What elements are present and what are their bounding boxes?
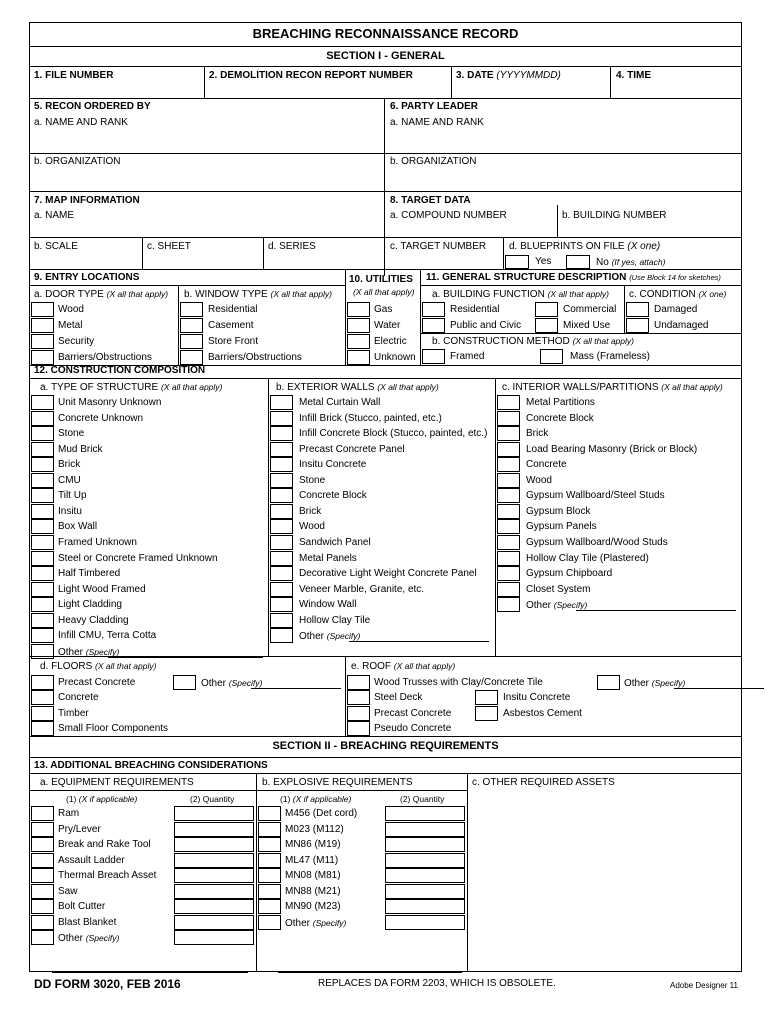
explosive-option: MN86 (M19)	[285, 839, 341, 850]
function-checkbox[interactable]	[535, 318, 558, 333]
structure-type-checkbox[interactable]	[31, 395, 54, 410]
roof-option: Precast Concrete	[374, 708, 452, 719]
other-specify-line	[576, 610, 736, 611]
recon-org-label: b. ORGANIZATION	[34, 156, 121, 167]
target-number-label: c. TARGET NUMBER	[390, 241, 487, 252]
floors-label: d. FLOORS (X all that apply)	[40, 661, 157, 672]
equip-col2-header: (2) Quantity	[190, 794, 235, 804]
explosive-quantity-field[interactable]	[385, 915, 465, 930]
exterior-wall-checkbox[interactable]	[270, 395, 293, 410]
roof-checkbox[interactable]	[475, 706, 498, 721]
building-function-label: a. BUILDING FUNCTION (X all that apply)	[432, 289, 609, 300]
utility-checkbox[interactable]	[347, 334, 370, 349]
party-name-label: a. NAME AND RANK	[390, 117, 484, 128]
exterior-wall-checkbox[interactable]	[270, 488, 293, 503]
expl-col2-header: (2) Quantity	[400, 794, 445, 804]
section2-heading: SECTION II - BREACHING REQUIREMENTS	[272, 740, 499, 752]
explosive-checkbox[interactable]	[258, 899, 281, 914]
utility-checkbox[interactable]	[347, 350, 370, 365]
structure-type-checkbox[interactable]	[31, 426, 54, 441]
structure-type-option: Brick	[58, 459, 81, 471]
interior-wall-checkbox[interactable]	[497, 535, 520, 550]
exterior-wall-checkbox[interactable]	[270, 628, 293, 643]
condition-label: c. CONDITION (X one)	[629, 289, 727, 300]
explosive-quantity-field[interactable]	[385, 853, 465, 868]
equipment-quantity-field[interactable]	[174, 837, 254, 852]
exterior-wall-checkbox[interactable]	[270, 519, 293, 534]
yes-label: Yes	[535, 256, 552, 267]
exterior-wall-option: Metal Curtain Wall	[299, 397, 381, 408]
equipment-option: Break and Rake Tool	[58, 839, 151, 850]
structure-type-option: Framed Unknown	[58, 536, 137, 548]
function-checkbox[interactable]	[422, 302, 445, 317]
exterior-wall-option: Decorative Light Weight Concrete Panel	[299, 568, 477, 580]
roof-checkbox[interactable]	[347, 706, 370, 721]
structure-type-option: CMU	[58, 474, 81, 486]
door-checkbox[interactable]	[31, 318, 54, 333]
equipment-checkbox[interactable]	[31, 806, 54, 821]
map-scale-label: b. SCALE	[34, 241, 78, 252]
explosive-checkbox[interactable]	[258, 837, 281, 852]
roof-option: Asbestos Cement	[503, 708, 582, 719]
door-option: Security	[58, 336, 95, 347]
function-option: Public and Civic	[450, 320, 522, 331]
explosive-option: M456 (Det cord)	[285, 808, 358, 819]
explosive-underline	[278, 972, 462, 973]
condition-checkbox[interactable]	[626, 302, 649, 317]
interior-walls-label: c. INTERIOR WALLS/PARTITIONS (X all that apply)	[502, 382, 723, 393]
interior-wall-option: Metal Partitions	[526, 397, 595, 408]
exterior-wall-option: Sandwich Panel	[299, 536, 371, 548]
exterior-wall-option: Brick	[299, 505, 322, 517]
exterior-wall-checkbox[interactable]	[270, 426, 293, 441]
structure-type-option: Unit Masonry Unknown	[58, 397, 162, 408]
additional-title: 13. ADDITIONAL BREACHING CONSIDERATIONS	[34, 760, 268, 771]
explosive-quantity-field[interactable]	[385, 884, 465, 899]
no-label: No (If yes, attach)	[596, 257, 666, 268]
general-title: 11. GENERAL STRUCTURE DESCRIPTION (Use Block 14 for sketches)	[426, 272, 721, 283]
equipment-checkbox[interactable]	[31, 899, 54, 914]
roof-option: Wood Trusses with Clay/Concrete Tile	[374, 677, 543, 688]
structure-type-option: Infill CMU, Terra Cotta	[58, 630, 157, 642]
interior-wall-checkbox[interactable]	[497, 504, 520, 519]
floor-checkbox[interactable]	[173, 675, 196, 690]
interior-wall-checkbox[interactable]	[497, 411, 520, 426]
interior-wall-checkbox[interactable]	[497, 551, 520, 566]
designer-note: Adobe Designer 11	[670, 981, 738, 990]
equip-col1-header: (1) (X if applicable)	[66, 794, 138, 804]
interior-wall-option: Load Bearing Masonry (Brick or Block)	[526, 443, 698, 455]
construction-method-label: b. CONSTRUCTION METHOD (X all that apply)	[432, 336, 634, 347]
floor-option: Small Floor Components	[58, 723, 169, 734]
utility-option: Gas	[374, 304, 393, 315]
equipment-quantity-field[interactable]	[174, 853, 254, 868]
explosive-checkbox[interactable]	[258, 822, 281, 837]
structure-type-other: Other (Specify)	[58, 646, 120, 658]
blueprints-no-checkbox[interactable]	[566, 255, 590, 269]
window-option: Store Front	[208, 336, 259, 347]
structure-type-checkbox[interactable]	[31, 519, 54, 534]
structure-type-option: Steel or Concrete Framed Unknown	[58, 552, 218, 564]
explosive-checkbox[interactable]	[258, 853, 281, 868]
window-checkbox[interactable]	[180, 302, 203, 317]
interior-wall-checkbox[interactable]	[497, 597, 520, 612]
blueprints-yes-checkbox[interactable]	[505, 255, 529, 269]
window-checkbox[interactable]	[180, 318, 203, 333]
structure-type-option: Stone	[58, 428, 85, 440]
structure-type-option: Insitu	[58, 505, 82, 517]
utility-checkbox[interactable]	[347, 318, 370, 333]
floor-checkbox[interactable]	[31, 675, 54, 690]
equipment-label: a. EQUIPMENT REQUIREMENTS	[40, 777, 194, 788]
window-checkbox[interactable]	[180, 350, 203, 365]
party-org-label: b. ORGANIZATION	[390, 156, 477, 167]
explosive-quantity-field[interactable]	[385, 822, 465, 837]
exterior-wall-option: Infill Brick (Stucco, painted, etc.)	[299, 412, 442, 424]
structure-type-checkbox[interactable]	[31, 535, 54, 550]
roof-option: Pseudo Concrete	[374, 723, 452, 734]
equipment-quantity-field[interactable]	[174, 868, 254, 883]
equipment-quantity-field[interactable]	[174, 884, 254, 899]
function-option: Mixed Use	[563, 320, 611, 331]
equipment-option: Thermal Breach Asset	[58, 870, 157, 881]
explosive-quantity-field[interactable]	[385, 806, 465, 821]
structure-type-checkbox[interactable]	[31, 566, 54, 581]
structure-type-option: Box Wall	[58, 521, 98, 533]
structure-type-checkbox[interactable]	[31, 582, 54, 597]
floor-option: Precast Concrete	[58, 677, 136, 688]
exterior-wall-checkbox[interactable]	[270, 504, 293, 519]
condition-checkbox[interactable]	[626, 318, 649, 333]
structure-type-checkbox[interactable]	[31, 411, 54, 426]
structure-type-checkbox[interactable]	[31, 442, 54, 457]
roof-label: e. ROOF (X all that apply)	[351, 661, 456, 672]
equipment-option: Blast Blanket	[58, 916, 117, 928]
exterior-wall-checkbox[interactable]	[270, 535, 293, 550]
roof-option: Insitu Concrete	[503, 692, 571, 703]
blueprints-label: d. BLUEPRINTS ON FILE (X one)	[509, 241, 661, 252]
structure-type-option: Heavy Cladding	[58, 614, 129, 626]
exterior-wall-option: Window Wall	[299, 599, 357, 611]
interior-wall-checkbox[interactable]	[497, 566, 520, 581]
equipment-quantity-field[interactable]	[174, 930, 254, 945]
interior-wall-checkbox[interactable]	[497, 426, 520, 441]
explosive-checkbox[interactable]	[258, 868, 281, 883]
exterior-wall-other: Other (Specify)	[299, 631, 361, 643]
other-specify-line	[674, 688, 764, 689]
section1-heading: SECTION I - GENERAL	[326, 50, 445, 62]
exterior-wall-checkbox[interactable]	[270, 473, 293, 488]
compound-label: a. COMPOUND NUMBER	[390, 210, 507, 221]
map-name-label: a. NAME	[34, 210, 75, 221]
interior-wall-option: Concrete	[526, 459, 567, 471]
roof-checkbox[interactable]	[347, 690, 370, 705]
structure-type-option: Half Timbered	[58, 568, 121, 580]
recon-title: 5. RECON ORDERED BY	[34, 101, 151, 112]
exterior-wall-checkbox[interactable]	[270, 442, 293, 457]
form-number: DD FORM 3020, FEB 2016	[34, 977, 181, 991]
interior-wall-option: Gypsum Wallboard/Wood Studs	[526, 536, 668, 548]
exterior-wall-checkbox[interactable]	[270, 566, 293, 581]
explosive-option: MN90 (M23)	[285, 901, 341, 912]
equipment-checkbox[interactable]	[31, 853, 54, 868]
utility-option: Electric	[374, 336, 407, 347]
map-series-label: d. SERIES	[268, 241, 316, 252]
roof-other: Other (Specify)	[624, 678, 686, 689]
explosive-option: M023 (M112)	[285, 823, 344, 835]
party-title: 6. PARTY LEADER	[390, 101, 478, 112]
function-checkbox[interactable]	[422, 318, 445, 333]
structure-type-checkbox[interactable]	[31, 488, 54, 503]
explosive-checkbox[interactable]	[258, 806, 281, 821]
structure-type-option: Concrete Unknown	[58, 412, 144, 424]
exterior-walls-label: b. EXTERIOR WALLS (X all that apply)	[276, 382, 439, 393]
explosive-quantity-field[interactable]	[385, 899, 465, 914]
time-label: 4. TIME	[616, 70, 652, 81]
utility-option: Water	[374, 320, 401, 331]
explosive-quantity-field[interactable]	[385, 837, 465, 852]
door-checkbox[interactable]	[31, 334, 54, 349]
other-specify-line	[251, 688, 341, 689]
equipment-quantity-field[interactable]	[174, 899, 254, 914]
equipment-checkbox[interactable]	[31, 837, 54, 852]
floor-other: Other (Specify)	[201, 678, 263, 689]
divider	[29, 66, 742, 67]
interior-wall-option: Concrete Block	[526, 412, 594, 424]
equipment-quantity-field[interactable]	[174, 915, 254, 930]
equipment-checkbox[interactable]	[31, 868, 54, 883]
method-option: Mass (Frameless)	[570, 351, 651, 362]
building-number-label: b. BUILDING NUMBER	[562, 210, 667, 221]
expl-col1-header: (1) (X if applicable)	[280, 794, 352, 804]
exterior-wall-checkbox[interactable]	[270, 597, 293, 612]
structure-type-option: Light Cladding	[58, 599, 122, 611]
roof-checkbox[interactable]	[597, 675, 620, 690]
exterior-wall-checkbox[interactable]	[270, 613, 293, 628]
explosive-option: MN08 (M81)	[285, 870, 341, 881]
structure-type-option: Light Wood Framed	[58, 583, 146, 595]
equipment-option: Bolt Cutter	[58, 901, 106, 912]
structure-type-checkbox[interactable]	[31, 551, 54, 566]
demolition-label: 2. DEMOLITION RECON REPORT NUMBER	[209, 70, 413, 81]
function-option: Residential	[450, 304, 500, 315]
explosive-checkbox[interactable]	[258, 884, 281, 899]
floor-checkbox[interactable]	[31, 721, 54, 736]
other-specify-line	[349, 641, 489, 642]
interior-wall-checkbox[interactable]	[497, 473, 520, 488]
equipment-underline	[52, 972, 248, 973]
explosive-option: MN88 (M21)	[285, 885, 341, 897]
equipment-option: Pry/Lever	[58, 823, 101, 835]
interior-wall-option: Gypsum Wallboard/Steel Studs	[526, 490, 665, 502]
exterior-wall-option: Concrete Block	[299, 490, 367, 502]
exterior-wall-checkbox[interactable]	[270, 411, 293, 426]
target-title: 8. TARGET DATA	[390, 195, 471, 206]
window-option: Barriers/Obstructions	[208, 352, 302, 363]
structure-type-checkbox[interactable]	[31, 613, 54, 628]
divider	[29, 46, 742, 47]
file-number-label: 1. FILE NUMBER	[34, 70, 114, 81]
roof-checkbox[interactable]	[347, 675, 370, 690]
exterior-wall-option: Precast Concrete Panel	[299, 443, 405, 455]
other-assets-label: c. OTHER REQUIRED ASSETS	[472, 777, 615, 788]
utility-option: Unknown	[374, 352, 416, 363]
interior-wall-option: Closet System	[526, 583, 591, 595]
function-option: Commercial	[563, 304, 617, 315]
explosive-other: Other (Specify)	[285, 917, 347, 929]
door-option: Barriers/Obstructions	[58, 352, 152, 363]
exterior-wall-checkbox[interactable]	[270, 582, 293, 597]
exterior-wall-option: Veneer Marble, Granite, etc.	[299, 583, 425, 595]
floor-checkbox[interactable]	[31, 690, 54, 705]
method-checkbox[interactable]	[540, 349, 563, 364]
condition-option: Damaged	[654, 304, 698, 315]
floor-option: Timber	[58, 708, 89, 719]
equipment-other: Other (Specify)	[58, 933, 120, 944]
utilities-note: (X all that apply)	[353, 287, 415, 297]
method-option: Framed	[450, 351, 485, 362]
equipment-checkbox[interactable]	[31, 915, 54, 930]
exterior-wall-option: Insitu Concrete	[299, 459, 367, 471]
map-title: 7. MAP INFORMATION	[34, 195, 140, 206]
method-checkbox[interactable]	[422, 349, 445, 364]
interior-wall-option: Hollow Clay Tile (Plastered)	[526, 552, 649, 564]
equipment-checkbox[interactable]	[31, 822, 54, 837]
floor-checkbox[interactable]	[31, 706, 54, 721]
window-option: Casement	[208, 320, 254, 331]
utility-checkbox[interactable]	[347, 302, 370, 317]
interior-wall-option: Gypsum Block	[526, 505, 591, 517]
structure-type-checkbox[interactable]	[31, 597, 54, 612]
structure-type-checkbox[interactable]	[31, 628, 54, 643]
structure-type-checkbox[interactable]	[31, 504, 54, 519]
equipment-quantity-field[interactable]	[174, 822, 254, 837]
roof-checkbox[interactable]	[475, 690, 498, 705]
exterior-wall-checkbox[interactable]	[270, 457, 293, 472]
interior-wall-checkbox[interactable]	[497, 457, 520, 472]
window-type-label: b. WINDOW TYPE (X all that apply)	[184, 289, 332, 300]
exterior-wall-checkbox[interactable]	[270, 551, 293, 566]
door-checkbox[interactable]	[31, 302, 54, 317]
interior-wall-option: Gypsum Chipboard	[526, 568, 613, 580]
structure-type-option: Tilt Up	[58, 490, 87, 502]
entry-title: 9. ENTRY LOCATIONS	[34, 272, 140, 283]
utilities-title: 10. UTILITIES	[349, 274, 413, 285]
interior-wall-checkbox[interactable]	[497, 488, 520, 503]
form-title: BREACHING RECONNAISSANCE RECORD	[252, 26, 519, 41]
structure-type-option: Mud Brick	[58, 443, 103, 455]
interior-wall-checkbox[interactable]	[497, 582, 520, 597]
recon-name-label: a. NAME AND RANK	[34, 117, 128, 128]
equipment-checkbox[interactable]	[31, 884, 54, 899]
exterior-wall-option: Stone	[299, 474, 326, 486]
exterior-wall-option: Infill Concrete Block (Stucco, painted, etc.)	[299, 428, 488, 440]
interior-wall-option: Wood	[526, 474, 552, 486]
interior-wall-checkbox[interactable]	[497, 395, 520, 410]
equipment-option: Saw	[58, 885, 78, 897]
door-type-label: a. DOOR TYPE (X all that apply)	[34, 289, 169, 300]
roof-option: Steel Deck	[374, 692, 423, 703]
explosive-checkbox[interactable]	[258, 915, 281, 930]
exterior-wall-option: Hollow Clay Tile	[299, 614, 371, 626]
floor-option: Concrete	[58, 692, 99, 703]
condition-option: Undamaged	[654, 320, 709, 331]
interior-wall-option: Gypsum Panels	[526, 521, 597, 533]
structure-type-checkbox[interactable]	[31, 457, 54, 472]
roof-checkbox[interactable]	[347, 721, 370, 736]
equipment-option: Ram	[58, 808, 80, 819]
date-label: 3. DATE (YYYYMMDD)	[456, 70, 561, 81]
door-option: Metal	[58, 320, 83, 331]
explosive-label: b. EXPLOSIVE REQUIREMENTS	[262, 777, 413, 788]
window-option: Residential	[208, 304, 258, 315]
type-structure-label: a. TYPE OF STRUCTURE (X all that apply)	[40, 382, 223, 393]
exterior-wall-option: Wood	[299, 521, 325, 533]
door-checkbox[interactable]	[31, 350, 54, 365]
exterior-wall-option: Metal Panels	[299, 552, 357, 564]
map-sheet-label: c. SHEET	[147, 241, 191, 252]
window-checkbox[interactable]	[180, 334, 203, 349]
structure-type-checkbox[interactable]	[31, 473, 54, 488]
replaces-note: REPLACES DA FORM 2203, WHICH IS OBSOLETE.	[318, 978, 556, 989]
interior-wall-other: Other (Specify)	[526, 600, 588, 612]
construction-title: 12. CONSTRUCTION COMPOSITION	[34, 365, 206, 376]
equipment-quantity-field[interactable]	[174, 806, 254, 821]
door-option: Wood	[58, 304, 84, 315]
interior-wall-checkbox[interactable]	[497, 442, 520, 457]
interior-wall-checkbox[interactable]	[497, 519, 520, 534]
explosive-option: ML47 (M11)	[285, 854, 339, 866]
interior-wall-option: Brick	[526, 428, 549, 440]
explosive-quantity-field[interactable]	[385, 868, 465, 883]
equipment-checkbox[interactable]	[31, 930, 54, 945]
function-checkbox[interactable]	[535, 302, 558, 317]
equipment-option: Assault Ladder	[58, 854, 125, 866]
